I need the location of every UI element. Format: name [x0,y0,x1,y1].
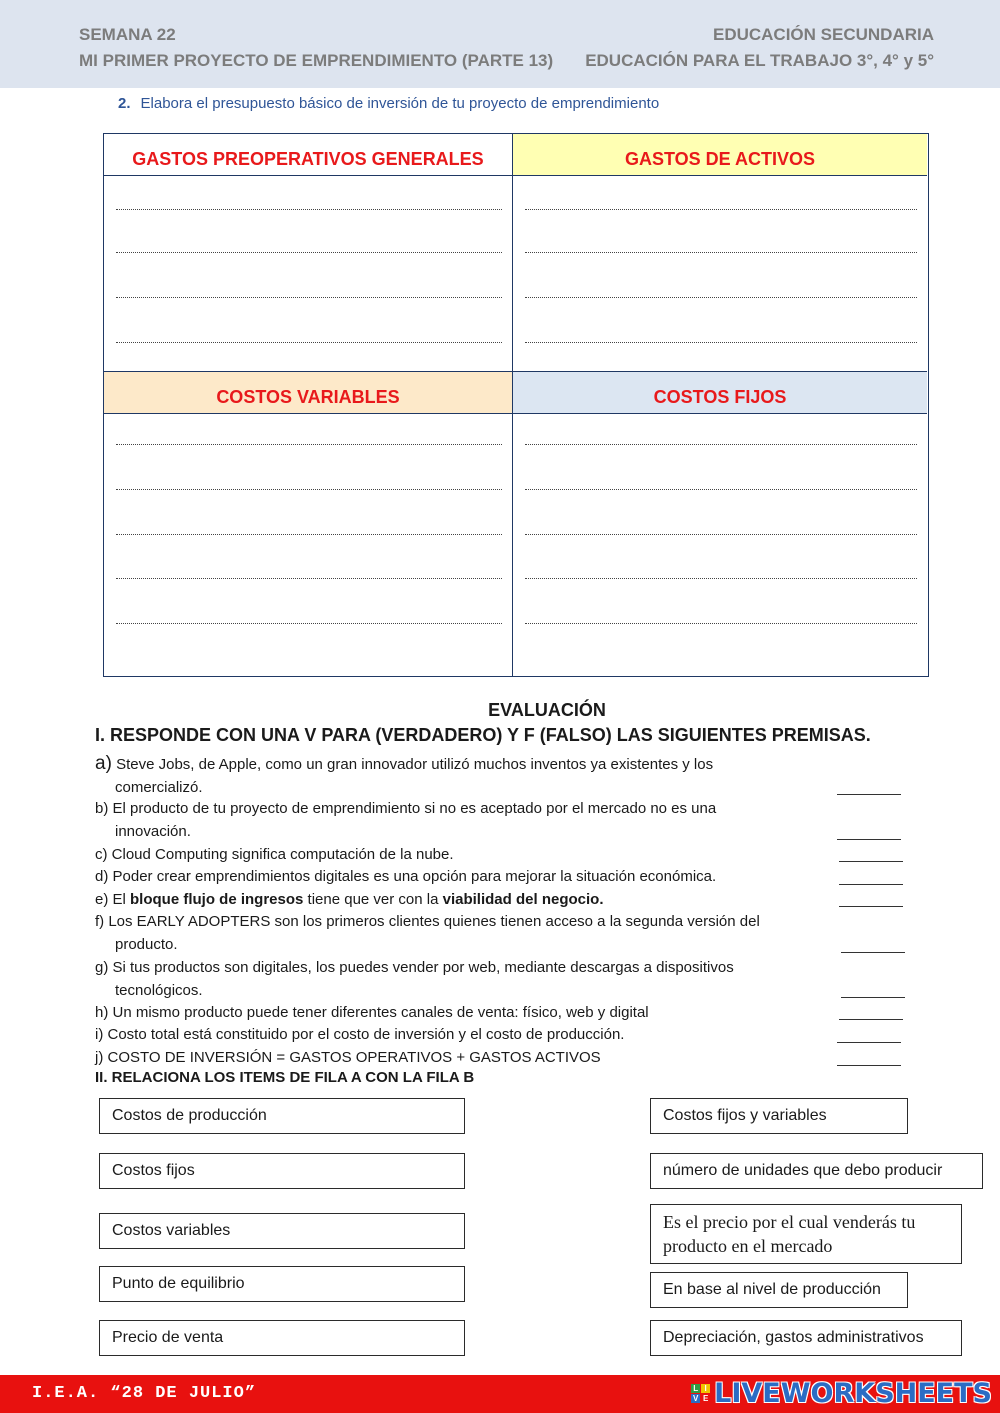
question-b-cont: innovación. [115,823,191,840]
question-e-bold1: bloque flujo de ingresos [130,891,304,908]
cell-fijos [513,372,927,676]
preoperativos-title: GASTOS PREOPERATIVOS GENERALES [104,134,512,176]
row-b-item[interactable]: Depreciación, gastos administrativos [650,1320,962,1356]
answer-blank-a[interactable] [837,794,901,795]
row-a-item[interactable]: Costos fijos [99,1153,465,1189]
answer-blank-b[interactable] [837,839,901,840]
write-line[interactable] [525,252,917,253]
section1-title: I. RESPONDE CON UNA V PARA (VERDADERO) Y F (FALSO) LAS SIGUIENTES PREMISAS. [95,725,871,745]
budget-table [103,133,929,677]
write-line[interactable] [116,489,502,490]
answer-blank-c[interactable] [839,861,903,862]
write-line[interactable] [116,623,502,624]
instruction [118,95,659,112]
answer-blank-i[interactable] [837,1042,901,1043]
question-g [95,956,734,1002]
write-line[interactable] [525,342,917,343]
variables-title: COSTOS VARIABLES [104,372,512,414]
logo-mark-icon [691,1384,710,1403]
logo-letter-e: E [702,1394,709,1403]
question-a-cont: comercializó. [115,779,203,796]
question-e-prefix: e) El [95,891,131,908]
evaluation-title: EVALUACIÓN [488,700,606,720]
write-line[interactable] [116,342,502,343]
logo-letter-i: I [701,1384,710,1393]
write-line[interactable] [525,489,917,490]
question-b [95,797,716,843]
write-line[interactable] [525,534,917,535]
question-b-text: b) El producto de tu proyecto de emprendimiento si no es aceptado por el mercado no es una [95,800,717,817]
answer-blank-j[interactable] [837,1065,901,1066]
write-line[interactable] [525,297,917,298]
answer-blank-h[interactable] [839,1019,903,1020]
row-a-item[interactable]: Costos de producción [99,1098,465,1134]
write-line[interactable] [525,578,917,579]
question-e-bold2: viabilidad del negocio. [442,891,604,908]
instruction-text: Elabora el presupuesto básico de inversión de tu proyecto de emprendimiento [140,95,660,112]
question-a-letter: a) [95,753,112,774]
fijos-title: COSTOS FIJOS [513,372,927,414]
question-c: c) Cloud Computing significa computación de la nube. [95,846,454,863]
write-line[interactable] [116,534,502,535]
level-label: EDUCACIÓN SECUNDARIA [712,25,934,44]
write-line[interactable] [116,209,502,210]
cell-preoperativos [104,134,513,372]
logo-letter-l: L [691,1384,700,1393]
write-line[interactable] [116,578,502,579]
week-label: SEMANA 22 [79,25,176,44]
header-right [585,22,934,74]
page-header [0,0,1000,88]
course-label: EDUCACIÓN PARA EL TRABAJO 3°, 4° y 5° [585,51,934,70]
row-a-item[interactable]: Costos variables [99,1213,465,1249]
question-a-text: Steve Jobs, de Apple, como un gran innovador utilizó muchos inventos ya existentes y los [116,756,714,773]
write-line[interactable] [116,444,502,445]
question-g-cont: tecnológicos. [115,982,203,999]
write-line[interactable] [116,252,502,253]
question-h: h) Un mismo producto puede tener diferentes canales de venta: físico, web y digital [95,1004,649,1021]
footer-bar [0,1375,1000,1413]
cell-variables [104,372,513,676]
answer-blank-f[interactable] [841,952,905,953]
question-a [95,752,713,799]
row-b-item[interactable]: Es el precio por el cual venderás tu producto en el mercado [650,1204,962,1264]
logo-letter-v: V [692,1394,699,1403]
instruction-number: 2. [118,95,131,112]
write-line[interactable] [525,209,917,210]
project-title: MI PRIMER PROYECTO DE EMPRENDIMIENTO (PARTE 13) [79,51,554,70]
question-d: d) Poder crear emprendimientos digitales es una opción para mejorar la situación económica. [95,868,717,885]
answer-blank-e[interactable] [839,906,903,907]
question-g-text: g) Si tus productos son digitales, los puedes vender por web, mediante descargas a dispositivos [95,959,734,976]
row-a-item[interactable]: Punto de equilibrio [99,1266,465,1302]
write-line[interactable] [116,297,502,298]
write-line[interactable] [525,444,917,445]
header-left [79,22,553,74]
section2-title: II. RELACIONA LOS ITEMS DE FILA A CON LA FILA B [95,1069,475,1086]
question-e [95,888,604,911]
row-a-item[interactable]: Precio de venta [99,1320,465,1356]
question-f-cont: producto. [115,936,178,953]
row-b-item[interactable]: número de unidades que debo producir [650,1153,983,1189]
answer-blank-d[interactable] [839,884,903,885]
question-i: i) Costo total está constituido por el costo de inversión y el costo de producción. [95,1026,625,1043]
logo-text: LIVEWORKSHEETS [714,1378,992,1409]
activos-title: GASTOS DE ACTIVOS [513,134,927,176]
school-name: I.E.A. “28 DE JULIO” [32,1384,257,1403]
question-f [95,910,760,956]
question-f-text: f) Los EARLY ADOPTERS son los primeros clientes quienes tienen acceso a la segunda versión del [95,913,760,930]
question-j: j) COSTO DE INVERSIÓN = GASTOS OPERATIVOS + GASTOS ACTIVOS [95,1049,601,1066]
row-b-item[interactable]: En base al nivel de producción [650,1272,908,1308]
liveworksheets-logo[interactable] [691,1378,992,1409]
cell-activos [513,134,927,372]
row-b-item[interactable]: Costos fijos y variables [650,1098,908,1134]
question-e-mid: tiene que ver con la [303,891,443,908]
answer-blank-g[interactable] [841,997,905,998]
write-line[interactable] [525,623,917,624]
